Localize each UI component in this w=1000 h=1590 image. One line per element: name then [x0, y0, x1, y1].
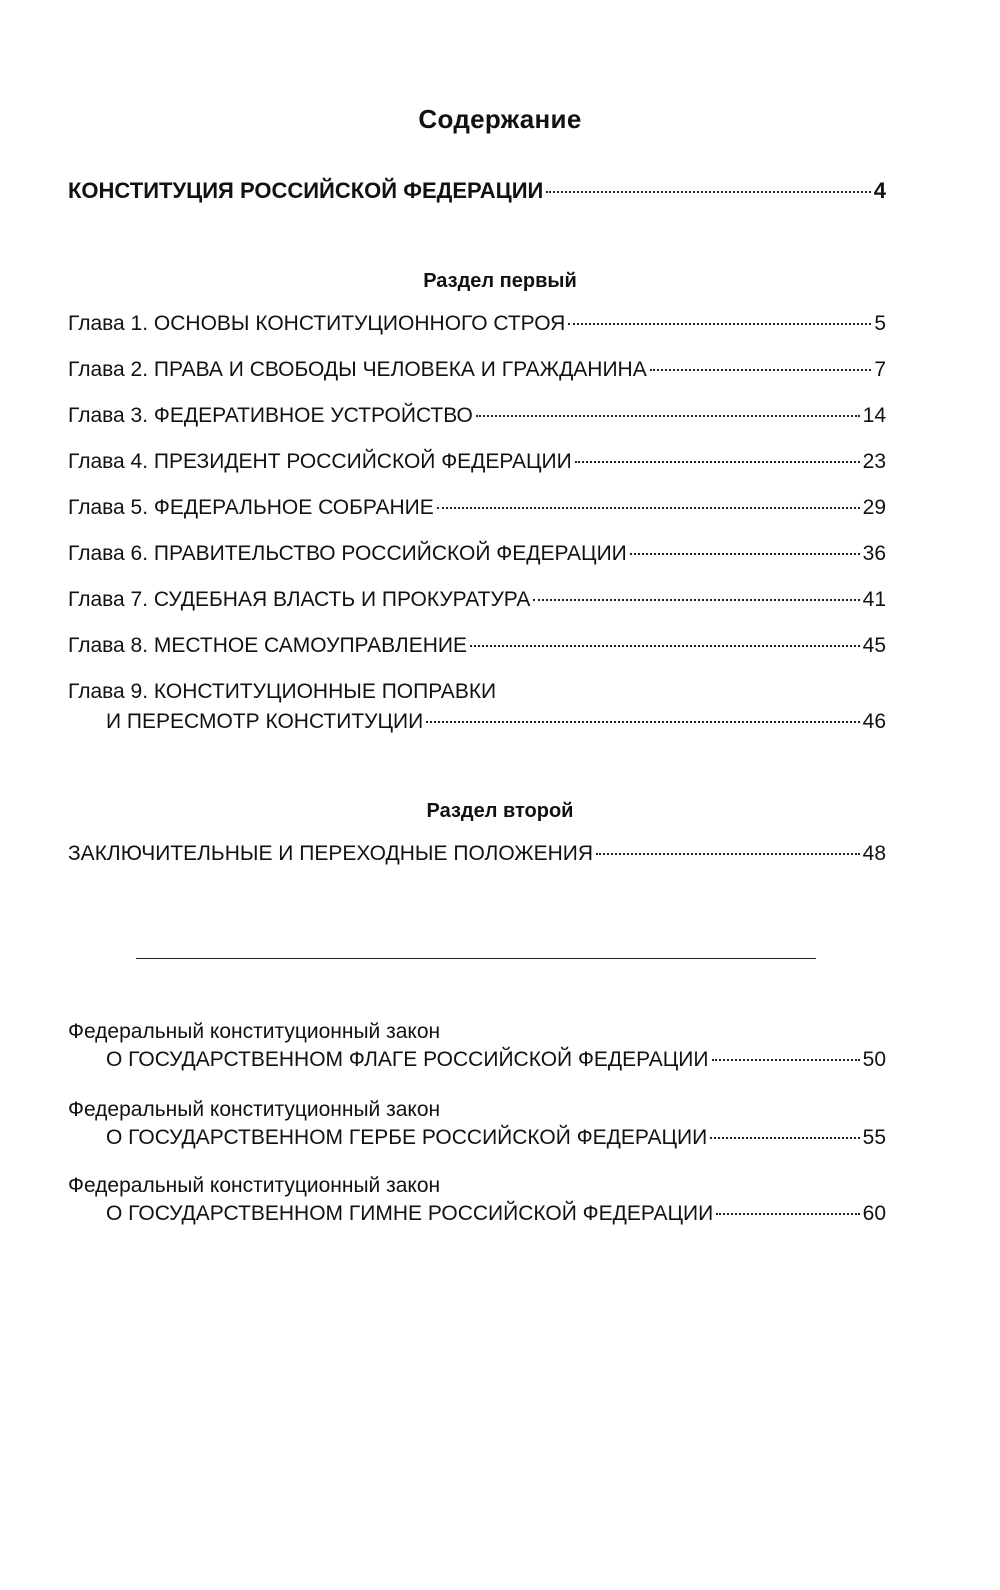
toc-entry-label: О ГОСУДАРСТВЕННОМ ФЛАГЕ РОССИЙСКОЙ ФЕДЕРАЦИИ	[106, 1048, 709, 1071]
law-kind-label: Федеральный конституционный закон	[68, 1020, 441, 1043]
dot-leader	[716, 1213, 859, 1215]
dot-leader	[650, 369, 872, 371]
toc-entry-chapter-2[interactable]	[68, 358, 886, 388]
dot-leader	[712, 1059, 860, 1061]
dot-leader	[546, 191, 870, 193]
toc-entry-law-anthem[interactable]	[106, 1202, 886, 1232]
toc-entry-chapter-4[interactable]	[68, 450, 886, 480]
toc-entry-label: Глава 1. ОСНОВЫ КОНСТИТУЦИОННОГО СТРОЯ	[68, 312, 566, 335]
section-heading-second: Раздел второй	[426, 800, 574, 822]
toc-entry-chapter-9-line1[interactable]: Глава 9. КОНСТИТУЦИОННЫЕ ПОПРАВКИ	[68, 680, 497, 703]
toc-entry-law-flag[interactable]	[106, 1048, 886, 1078]
law-kind-label: Федеральный конституционный закон	[68, 1098, 441, 1121]
page-title: Содержание	[418, 104, 582, 134]
toc-page-number: 46	[862, 710, 886, 733]
toc-entry-chapter-3[interactable]	[68, 404, 886, 434]
toc-page-number: 45	[862, 634, 886, 657]
toc-page-number: 29	[862, 496, 886, 519]
toc-entry-label: Глава 8. МЕСТНОЕ САМОУПРАВЛЕНИЕ	[68, 634, 467, 657]
dot-leader	[568, 323, 871, 325]
toc-page-number: 48	[862, 842, 886, 865]
toc-entry-final-provisions[interactable]	[68, 842, 886, 872]
toc-entry-label: Глава 4. ПРЕЗИДЕНТ РОССИЙСКОЙ ФЕДЕРАЦИИ	[68, 450, 572, 473]
toc-entry-constitution[interactable]	[68, 178, 886, 208]
dot-leader	[533, 599, 859, 601]
toc-entry-label: Глава 2. ПРАВА И СВОБОДЫ ЧЕЛОВЕКА И ГРАЖДАНИНА	[68, 358, 647, 381]
divider	[136, 958, 816, 959]
dot-leader	[575, 461, 860, 463]
toc-entry-label: ЗАКЛЮЧИТЕЛЬНЫЕ И ПЕРЕХОДНЫЕ ПОЛОЖЕНИЯ	[68, 842, 594, 865]
dot-leader	[476, 415, 860, 417]
toc-entry-label: И ПЕРЕСМОТР КОНСТИТУЦИИ	[106, 710, 424, 733]
toc-entry-label: Глава 7. СУДЕБНАЯ ВЛАСТЬ И ПРОКУРАТУРА	[68, 588, 531, 611]
toc-entry-chapter-5[interactable]	[68, 496, 886, 526]
toc-entry-law-emblem[interactable]	[106, 1126, 886, 1156]
toc-page-number: 50	[862, 1048, 886, 1071]
dot-leader	[437, 507, 860, 509]
toc-page-number: 14	[862, 404, 886, 427]
toc-page-number: 55	[862, 1126, 886, 1149]
toc-page-number: 23	[862, 450, 886, 473]
toc-entry-label: Глава 3. ФЕДЕРАТИВНОЕ УСТРОЙСТВО	[68, 404, 473, 427]
section-heading-first: Раздел первый	[423, 270, 577, 292]
dot-leader	[630, 553, 860, 555]
toc-page-number: 5	[874, 312, 886, 335]
toc-entry-label: Глава 5. ФЕДЕРАЛЬНОЕ СОБРАНИЕ	[68, 496, 434, 519]
toc-page-number: 60	[862, 1202, 886, 1225]
toc-entry-label: О ГОСУДАРСТВЕННОМ ГИМНЕ РОССИЙСКОЙ ФЕДЕРАЦИИ	[106, 1202, 714, 1225]
toc-entry-chapter-9[interactable]	[106, 710, 886, 740]
toc-page-number: 7	[874, 358, 886, 381]
toc-entry-chapter-1[interactable]	[68, 312, 886, 342]
dot-leader	[596, 853, 860, 855]
toc-page-number: 36	[862, 542, 886, 565]
toc-page-number: 4	[873, 178, 886, 203]
toc-page-number: 41	[862, 588, 886, 611]
toc-entry-chapter-6[interactable]	[68, 542, 886, 572]
toc-entry-chapter-7[interactable]	[68, 588, 886, 618]
dot-leader	[470, 645, 860, 647]
toc-entry-chapter-8[interactable]	[68, 634, 886, 664]
dot-leader	[710, 1137, 859, 1139]
toc-entry-label: Глава 6. ПРАВИТЕЛЬСТВО РОССИЙСКОЙ ФЕДЕРАЦИИ	[68, 542, 627, 565]
dot-leader	[426, 721, 859, 723]
toc-entry-label: О ГОСУДАРСТВЕННОМ ГЕРБЕ РОССИЙСКОЙ ФЕДЕРАЦИИ	[106, 1126, 708, 1149]
toc-entry-label: КОНСТИТУЦИЯ РОССИЙСКОЙ ФЕДЕРАЦИИ	[68, 178, 544, 203]
law-kind-label: Федеральный конституционный закон	[68, 1174, 441, 1197]
